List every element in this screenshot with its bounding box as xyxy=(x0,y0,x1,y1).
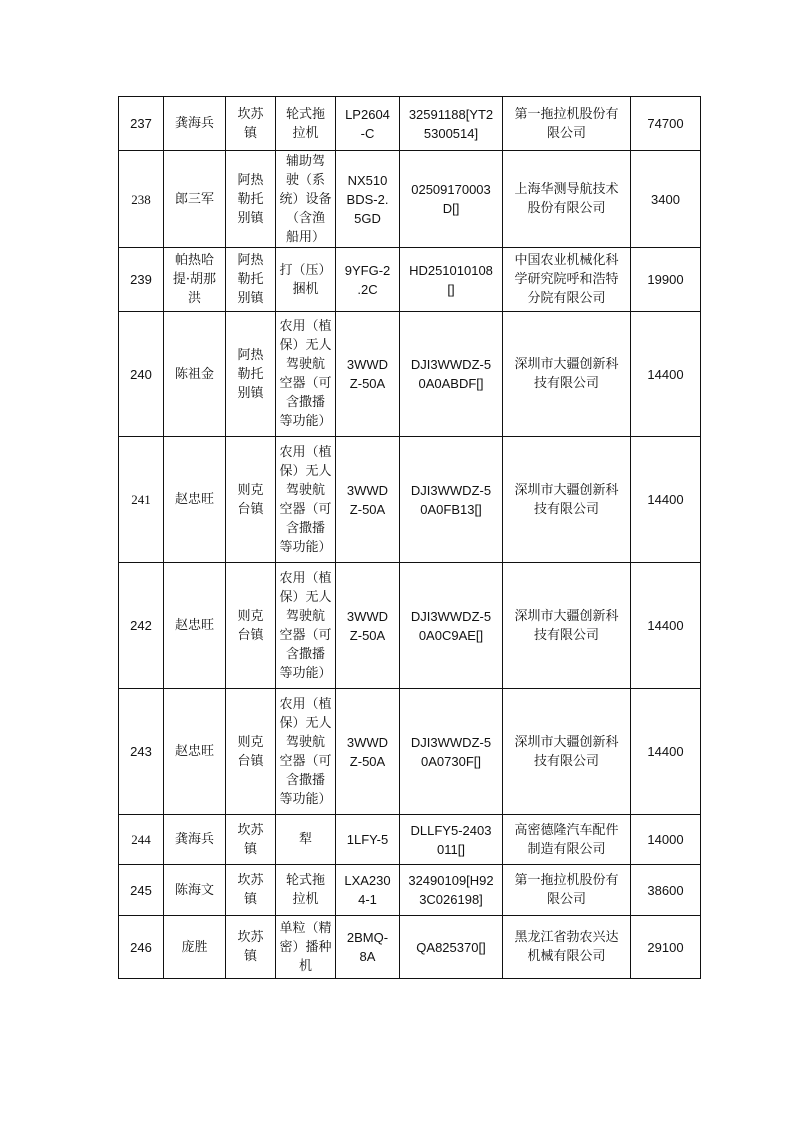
model-cell-text: 3WWD Z-50A xyxy=(346,734,389,769)
model-cell xyxy=(336,437,400,563)
table-row xyxy=(119,815,701,865)
machine-type-cell xyxy=(276,563,336,689)
name-cell xyxy=(164,437,226,563)
serial-cell-text: HD251010108 [] xyxy=(409,262,493,297)
table-body xyxy=(119,97,701,979)
serial-cell-text: DJI3WWDZ-5 0A0730F[] xyxy=(410,734,492,769)
town-cell xyxy=(226,312,276,437)
serial-cell-text: DJI3WWDZ-5 0A0ABDF[] xyxy=(410,357,492,391)
model-cell xyxy=(336,151,400,248)
manufacturer-cell xyxy=(503,689,631,815)
town-cell-text: 阿热 勒托 别镇 xyxy=(237,172,264,226)
seq-cell-text: 239 xyxy=(130,272,152,287)
name-cell-text: 帕热哈 提·胡那 洪 xyxy=(172,253,217,306)
model-cell xyxy=(336,563,400,689)
amount-cell xyxy=(631,865,701,916)
machine-type-cell xyxy=(276,312,336,437)
name-cell xyxy=(164,815,226,865)
machine-type-cell xyxy=(276,97,336,151)
amount-cell xyxy=(631,151,701,248)
town-cell xyxy=(226,916,276,979)
manufacturer-cell xyxy=(503,815,631,865)
amount-cell xyxy=(631,916,701,979)
name-cell xyxy=(164,312,226,437)
town-cell xyxy=(226,689,276,815)
serial-cell xyxy=(400,248,503,312)
seq-cell xyxy=(119,865,164,916)
amount-cell-text: 14000 xyxy=(647,832,684,847)
machine-type-cell xyxy=(276,151,336,248)
serial-cell xyxy=(400,916,503,979)
town-cell xyxy=(226,563,276,689)
serial-cell xyxy=(400,312,503,437)
machine-type-cell-text: 农用（植 保）无人 驾驶航 空器（可 含撒播 等功能） xyxy=(279,444,332,555)
model-cell-text: 3WWD Z-50A xyxy=(346,482,389,517)
table-row xyxy=(119,312,701,437)
machine-type-cell-text: 轮式拖 拉机 xyxy=(285,106,325,141)
seq-cell-text: 241 xyxy=(131,492,151,507)
model-cell-text: 9YFG-2 .2C xyxy=(344,262,391,297)
town-cell-text: 坎苏 镇 xyxy=(237,930,264,964)
name-cell-text: 龚海兵 xyxy=(174,832,214,847)
seq-cell xyxy=(119,312,164,437)
table-row xyxy=(119,865,701,916)
name-cell xyxy=(164,248,226,312)
table-row xyxy=(119,248,701,312)
seq-cell xyxy=(119,97,164,151)
town-cell xyxy=(226,865,276,916)
amount-cell-text: 14400 xyxy=(647,744,684,759)
seq-cell-text: 243 xyxy=(130,744,152,759)
seq-cell xyxy=(119,248,164,312)
seq-cell-text: 244 xyxy=(131,832,151,847)
table-row xyxy=(119,151,701,248)
table-row xyxy=(119,97,701,151)
machine-type-cell xyxy=(276,815,336,865)
serial-cell-text: QA825370[] xyxy=(416,939,486,955)
machine-type-cell-text: 农用（植 保）无人 驾驶航 空器（可 含撒播 等功能） xyxy=(279,319,332,429)
manufacturer-cell-text: 深圳市大疆创新科 技有限公司 xyxy=(514,608,619,643)
amount-cell-text: 14400 xyxy=(647,492,684,507)
table-row xyxy=(119,916,701,979)
name-cell-text: 赵忠旺 xyxy=(174,618,214,633)
manufacturer-cell xyxy=(503,248,631,312)
amount-cell xyxy=(631,815,701,865)
town-cell-text: 则克 台镇 xyxy=(237,734,264,769)
amount-cell xyxy=(631,437,701,563)
manufacturer-cell-text: 深圳市大疆创新科 技有限公司 xyxy=(514,357,619,391)
seq-cell-text: 237 xyxy=(130,116,152,131)
manufacturer-cell xyxy=(503,563,631,689)
serial-cell-text: DJI3WWDZ-5 0A0C9AE[] xyxy=(410,608,492,643)
serial-cell xyxy=(400,437,503,563)
serial-cell xyxy=(400,689,503,815)
machine-type-cell xyxy=(276,437,336,563)
machine-type-cell-text: 犁 xyxy=(298,832,312,847)
town-cell xyxy=(226,151,276,248)
subsidy-table xyxy=(118,96,701,979)
town-cell-text: 阿热 勒托 别镇 xyxy=(237,347,264,401)
serial-cell-text: 32490109[H92 3C026198] xyxy=(408,873,494,907)
seq-cell-text: 246 xyxy=(130,939,152,955)
seq-cell xyxy=(119,689,164,815)
seq-cell xyxy=(119,151,164,248)
seq-cell xyxy=(119,563,164,689)
name-cell-text: 龚海兵 xyxy=(174,116,214,131)
manufacturer-cell xyxy=(503,916,631,979)
machine-type-cell xyxy=(276,865,336,916)
amount-cell xyxy=(631,97,701,151)
amount-cell-text: 14400 xyxy=(647,366,684,382)
name-cell xyxy=(164,97,226,151)
amount-cell-text: 19900 xyxy=(647,272,684,287)
name-cell-text: 赵忠旺 xyxy=(174,492,214,507)
serial-cell xyxy=(400,97,503,151)
name-cell xyxy=(164,563,226,689)
name-cell-text: 郎三军 xyxy=(174,191,214,207)
model-cell xyxy=(336,916,400,979)
manufacturer-cell xyxy=(503,97,631,151)
manufacturer-cell xyxy=(503,151,631,248)
manufacturer-cell-text: 上海华测导航技术 股份有限公司 xyxy=(514,182,619,216)
seq-cell xyxy=(119,916,164,979)
amount-cell xyxy=(631,248,701,312)
manufacturer-cell-text: 第一拖拉机股份有 限公司 xyxy=(514,106,619,141)
model-cell xyxy=(336,97,400,151)
name-cell-text: 陈祖金 xyxy=(174,366,214,382)
machine-type-cell-text: 单粒（精 密）播种 机 xyxy=(279,920,332,974)
model-cell xyxy=(336,312,400,437)
table-row xyxy=(119,437,701,563)
town-cell-text: 坎苏 镇 xyxy=(237,873,264,907)
model-cell-text: 1LFY-5 xyxy=(346,832,389,847)
machine-type-cell-text: 打（压） 捆机 xyxy=(279,262,332,297)
seq-cell-text: 245 xyxy=(130,882,152,898)
town-cell xyxy=(226,248,276,312)
amount-cell-text: 14400 xyxy=(647,618,684,633)
manufacturer-cell xyxy=(503,437,631,563)
seq-cell-text: 240 xyxy=(130,366,152,382)
name-cell xyxy=(164,689,226,815)
town-cell-text: 坎苏 镇 xyxy=(237,822,264,857)
serial-cell xyxy=(400,865,503,916)
machine-type-cell xyxy=(276,248,336,312)
machine-type-cell-text: 农用（植 保）无人 驾驶航 空器（可 含撒播 等功能） xyxy=(279,570,332,681)
town-cell xyxy=(226,97,276,151)
machine-type-cell xyxy=(276,689,336,815)
model-cell xyxy=(336,689,400,815)
serial-cell xyxy=(400,563,503,689)
name-cell-text: 庞胜 xyxy=(181,939,208,955)
model-cell-text: NX510 BDS-2. 5GD xyxy=(346,172,389,226)
amount-cell xyxy=(631,689,701,815)
table-row xyxy=(119,563,701,689)
town-cell xyxy=(226,815,276,865)
machine-type-cell-text: 农用（植 保）无人 驾驶航 空器（可 含撒播 等功能） xyxy=(279,696,332,807)
serial-cell xyxy=(400,151,503,248)
name-cell xyxy=(164,151,226,248)
serial-cell-text: 32591188[YT2 5300514] xyxy=(408,106,494,141)
town-cell-text: 则克 台镇 xyxy=(237,482,264,517)
town-cell-text: 阿热 勒托 别镇 xyxy=(237,253,264,306)
name-cell xyxy=(164,916,226,979)
manufacturer-cell-text: 高密德隆汽车配件 制造有限公司 xyxy=(514,822,619,857)
manufacturer-cell-text: 第一拖拉机股份有 限公司 xyxy=(514,873,619,907)
amount-cell-text: 3400 xyxy=(651,191,680,207)
name-cell xyxy=(164,865,226,916)
seq-cell xyxy=(119,815,164,865)
amount-cell xyxy=(631,312,701,437)
town-cell xyxy=(226,437,276,563)
seq-cell xyxy=(119,437,164,563)
model-cell xyxy=(336,815,400,865)
manufacturer-cell-text: 深圳市大疆创新科 技有限公司 xyxy=(514,734,619,769)
model-cell-text: 3WWD Z-50A xyxy=(346,357,389,391)
serial-cell-text: 02509170003 D[] xyxy=(411,182,491,216)
town-cell-text: 坎苏 镇 xyxy=(237,106,264,141)
manufacturer-cell xyxy=(503,865,631,916)
town-cell-text: 则克 台镇 xyxy=(237,608,264,643)
machine-type-cell-text: 辅助驾 驶（系 统）设备 （含渔 船用） xyxy=(279,153,332,245)
manufacturer-cell xyxy=(503,312,631,437)
amount-cell-text: 38600 xyxy=(647,882,684,898)
model-cell-text: LP2604 -C xyxy=(345,106,390,141)
name-cell-text: 陈海文 xyxy=(174,882,214,898)
model-cell xyxy=(336,248,400,312)
amount-cell-text: 29100 xyxy=(647,939,684,955)
machine-type-cell-text: 轮式拖 拉机 xyxy=(285,873,325,907)
seq-cell-text: 238 xyxy=(131,191,151,207)
machine-type-cell xyxy=(276,916,336,979)
name-cell-text: 赵忠旺 xyxy=(174,744,214,759)
amount-cell xyxy=(631,563,701,689)
manufacturer-cell-text: 黑龙江省勃农兴达 机械有限公司 xyxy=(514,930,619,964)
model-cell xyxy=(336,865,400,916)
seq-cell-text: 242 xyxy=(130,618,152,633)
manufacturer-cell-text: 深圳市大疆创新科 技有限公司 xyxy=(514,482,619,517)
serial-cell-text: DJI3WWDZ-5 0A0FB13[] xyxy=(410,482,492,517)
serial-cell xyxy=(400,815,503,865)
amount-cell-text: 74700 xyxy=(647,116,684,131)
serial-cell-text: DLLFY5-2403 011[] xyxy=(410,822,492,857)
model-cell-text: 2BMQ- 8A xyxy=(346,930,389,964)
manufacturer-cell-text: 中国农业机械化科 学研究院呼和浩特 分院有限公司 xyxy=(514,253,619,306)
model-cell-text: 3WWD Z-50A xyxy=(346,608,389,643)
table-row xyxy=(119,689,701,815)
model-cell-text: LXA230 4-1 xyxy=(344,873,391,907)
